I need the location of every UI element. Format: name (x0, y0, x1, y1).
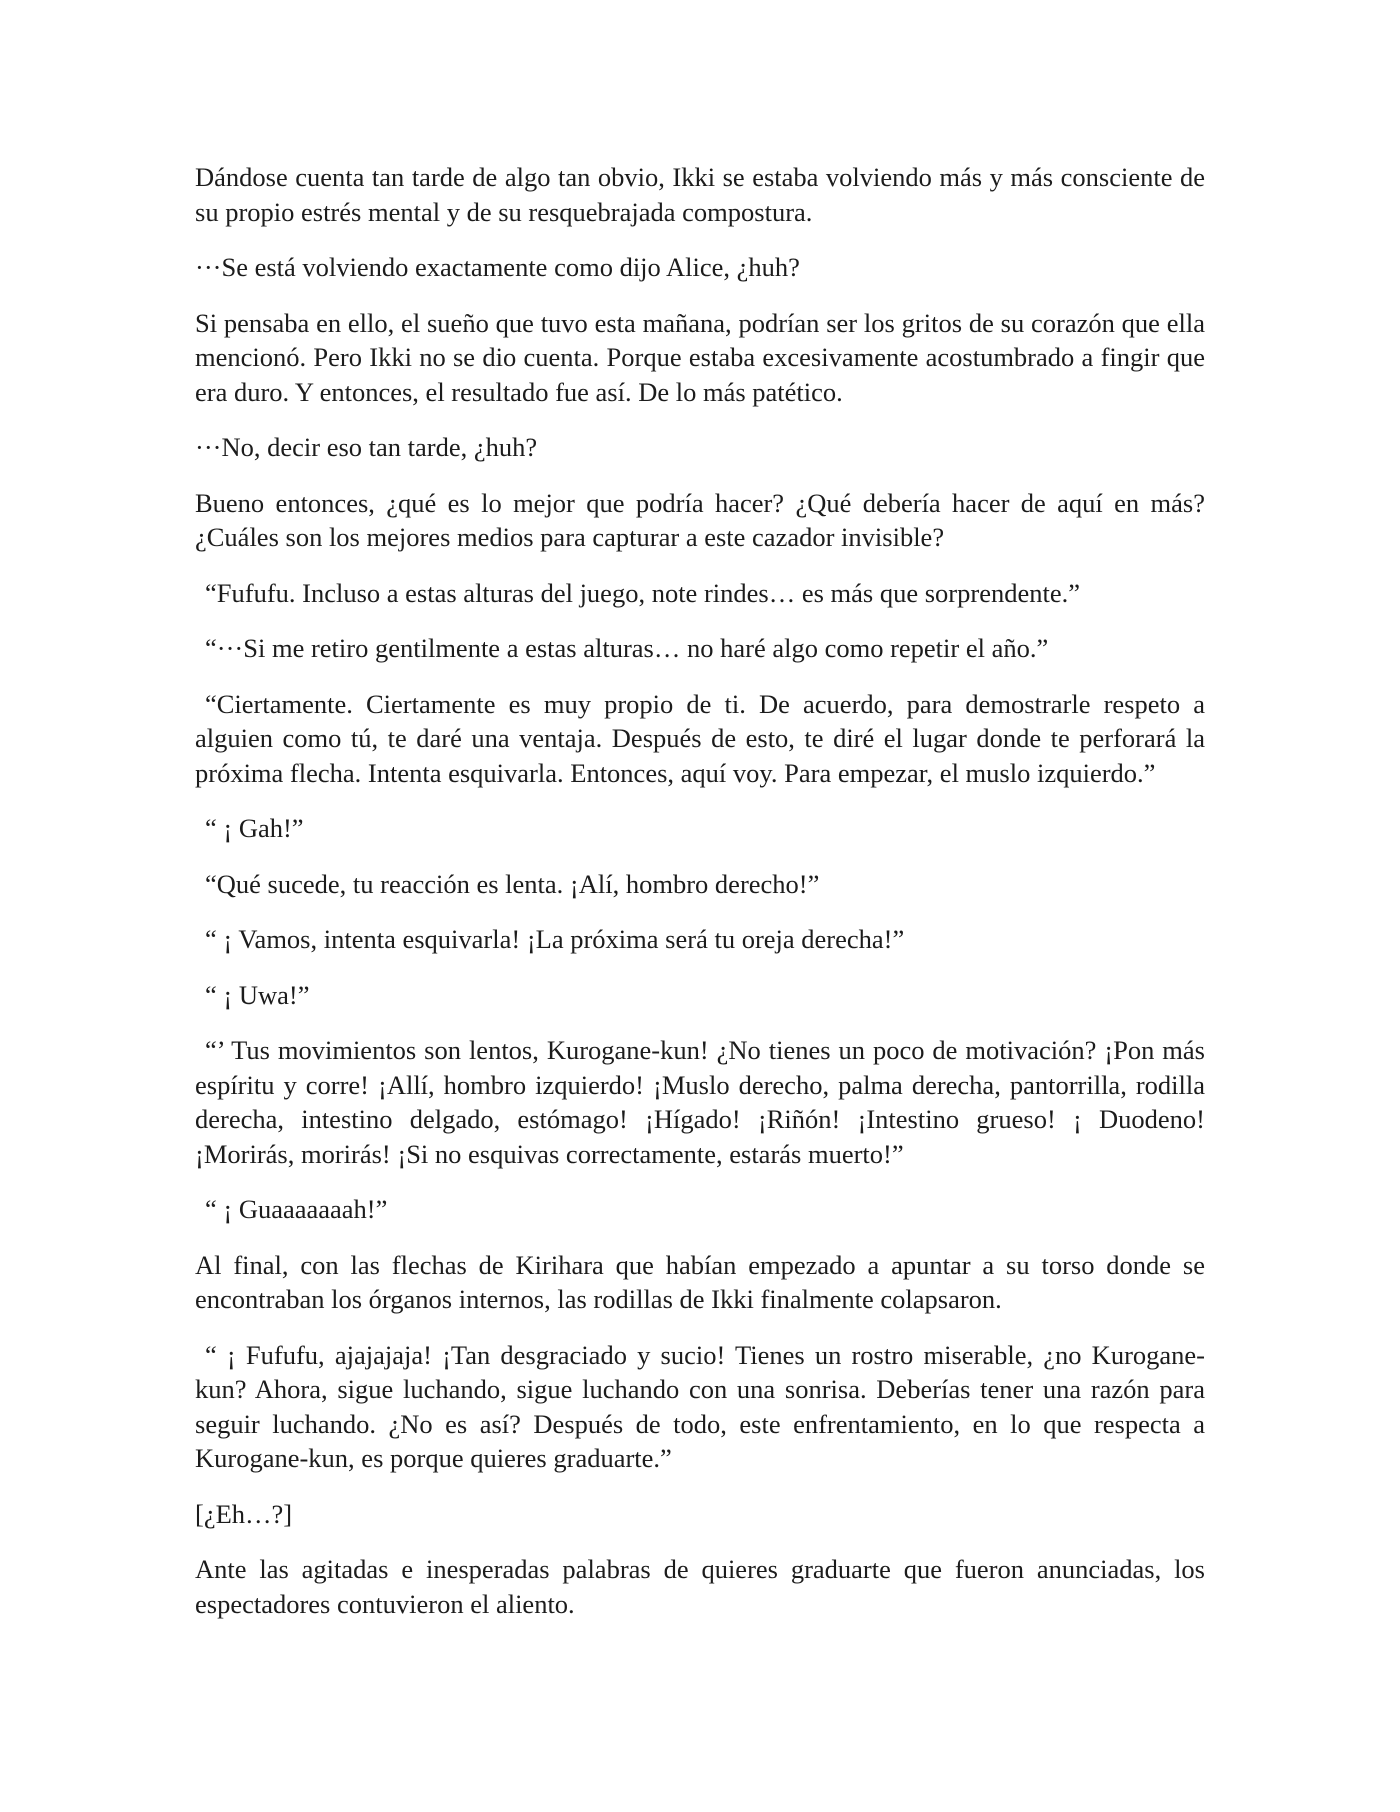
dialog-line-7: “ ¡ Uwa!” (205, 979, 310, 1010)
dialog-line-1: “Fufufu. Incluso a estas alturas del juego, note rindes… es más que sorprendente.” (205, 577, 1080, 608)
document-page (195, 160, 1205, 1642)
dialog-line-5: “Qué sucede, tu reacción es lenta. ¡Alí, hombro derecho!” (205, 868, 820, 899)
paragraph-6: Al final, con las flechas de Kirihara que habían empezado a apuntar a su torso donde se encontraban los órganos internos, las rodillas de Ikki finalmente colapsaron. (195, 1249, 1205, 1314)
paragraph-5: Bueno entonces, ¿qué es lo mejor que podría hacer? ¿Qué debería hacer de aquí en más? ¿Cuáles son los mejores medios para capturar a este cazador invisible? (195, 487, 1205, 552)
dialog-line-10: “ ¡ Fufufu, ajajajaja! ¡Tan desgraciado y sucio! Tienes un rostro miserable, ¿no Kurogane-kun? Ahora, sigue luchando, sigue luchando con una sonrisa. Deberías tener una razón para seguir luchando. ¿No es así? Después de todo, este enfrentamiento, en lo que respecta a Kurogane-kun, es porque quieres graduarte.” (195, 1339, 1205, 1473)
paragraph-7: [¿Eh…?] (195, 1498, 293, 1529)
paragraph-4: ···No, decir eso tan tarde, ¿huh? (195, 432, 538, 462)
paragraph-3: Si pensaba en ello, el sueño que tuvo esta mañana, podrían ser los gritos de su corazón que ella mencionó. Pero Ikki no se dio cuenta. Porque estaba excesivamente acostumbrado a fingir que era duro. Y entonces, el resultado fue así. De lo más patético. (195, 307, 1205, 407)
dialog-line-8: “’ Tus movimientos son lentos, Kurogane-kun! ¿No tienes un poco de motivación? ¡Pon más espíritu y corre! ¡Allí, hombro izquierdo! ¡Muslo derecho, palma derecha, pantorrilla, rodilla derecha, intestino delgado, estómago! ¡Hígado! ¡Riñón! ¡Intestino grueso! ¡ Duodeno! ¡Morirás, morirás! ¡Si no esquivas correctamente, estarás muerto!” (195, 1035, 1205, 1169)
dialog-line-6: “ ¡ Vamos, intenta esquivarla! ¡La próxima será tu oreja derecha!” (205, 924, 905, 954)
dialog-line-3: “Ciertamente. Ciertamente es muy propio de ti. De acuerdo, para demostrarle respeto a alguien como tú, te daré una ventaja. Después de esto, te diré el lugar donde te perforará la próxima flecha. Intenta esquivarla. Entonces, aquí voy. Para empezar, el muslo izquierdo.” (195, 688, 1205, 788)
paragraph-2: ···Se está volviendo exactamente como dijo Alice, ¿huh? (195, 252, 800, 282)
paragraph-8: Ante las agitadas e inesperadas palabras de quieres graduarte que fueron anunciadas, los espectadores contuvieron el aliento. (195, 1554, 1205, 1619)
dialog-line-4: “ ¡ Gah!” (205, 813, 304, 843)
dialog-line-9: “ ¡ Guaaaaaaah!” (205, 1194, 388, 1224)
dialog-line-2: “···Si me retiro gentilmente a estas alturas… no haré algo como repetir el año.” (205, 633, 1049, 663)
paragraph-1: Dándose cuenta tan tarde de algo tan obvio, Ikki se estaba volviendo más y más consciente de su propio estrés mental y de su resquebrajada compostura. (195, 162, 1205, 227)
